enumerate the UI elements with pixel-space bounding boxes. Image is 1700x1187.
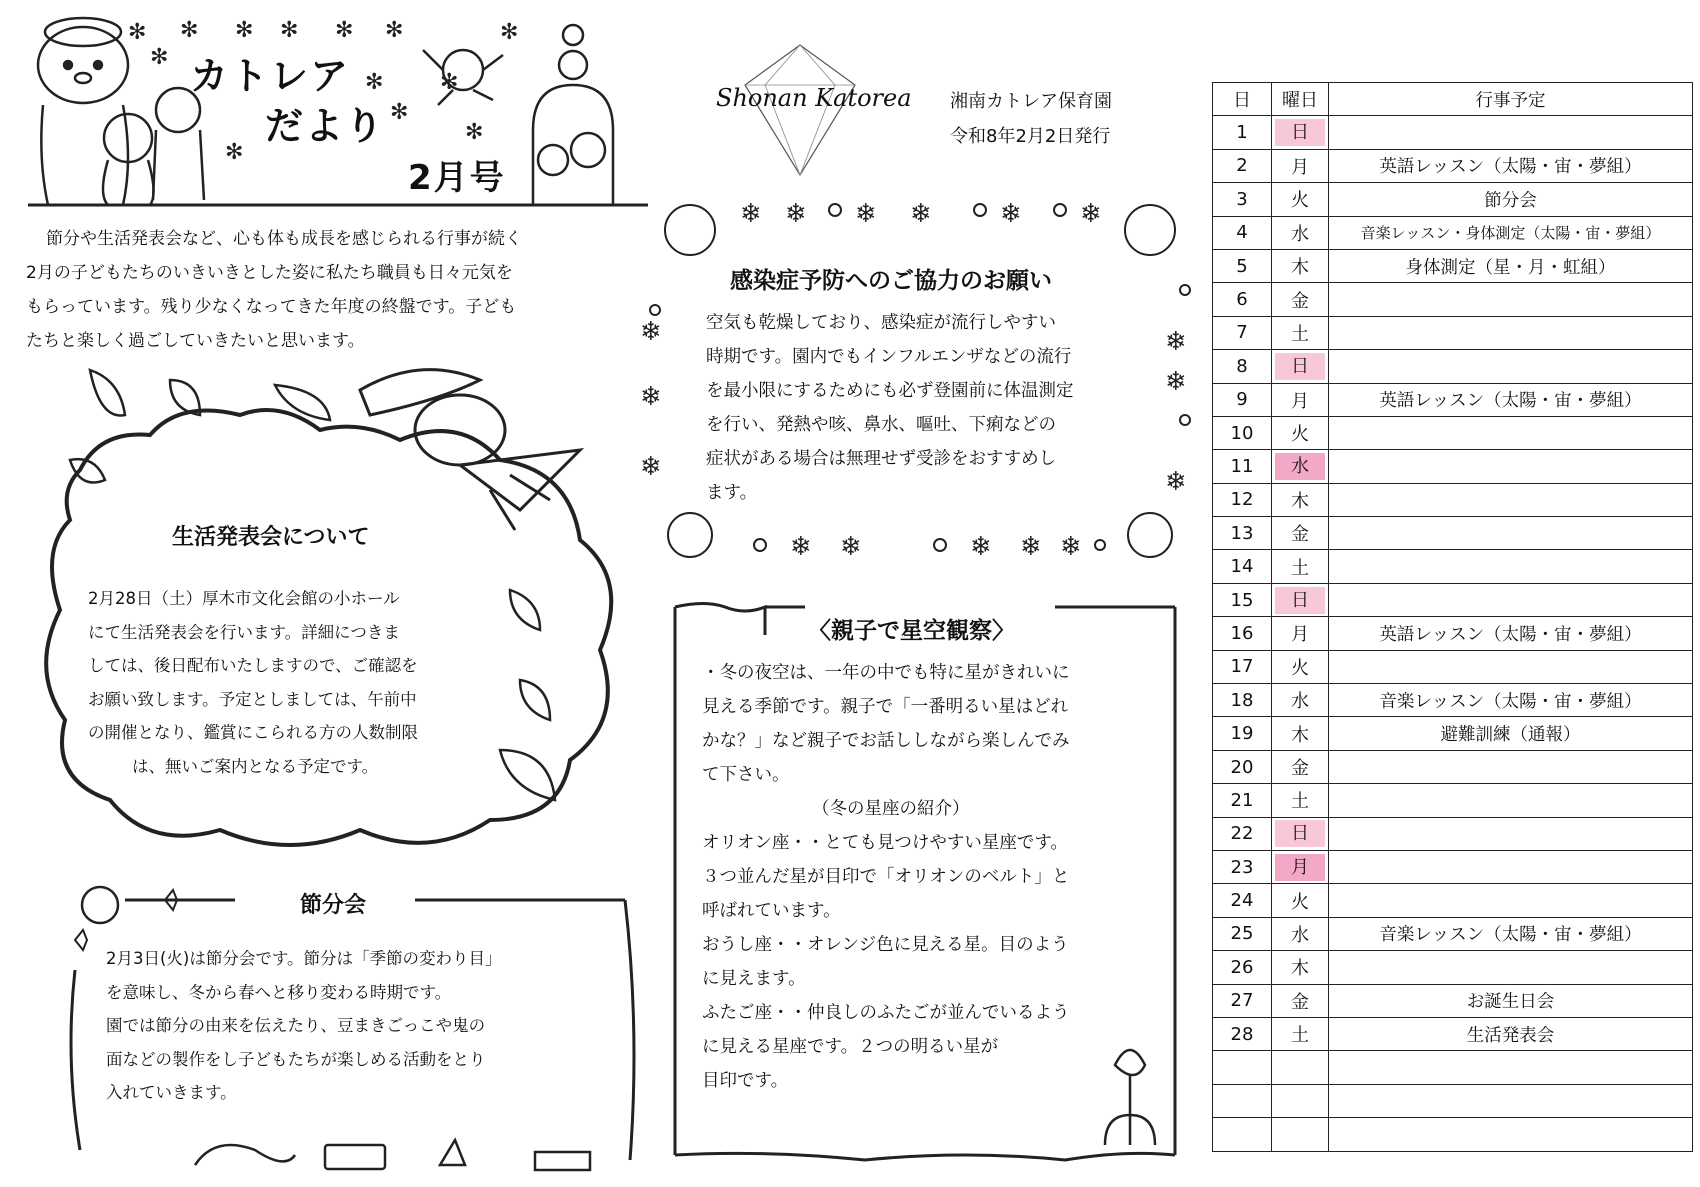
- intro-line: 2月の子どもたちのいきいきとした姿に私たち職員も日々元気を: [26, 263, 513, 283]
- svg-text:❄: ❄: [970, 532, 992, 562]
- stars-line: ふたご座・・仲良しのふたごが並んでいるよう: [702, 1003, 1070, 1023]
- newsletter-title-line1: カトレア: [190, 54, 351, 98]
- svg-text:❄: ❄: [1165, 367, 1187, 397]
- calendar-row: [1213, 1051, 1693, 1084]
- header-weekday: 曜日: [1272, 83, 1329, 116]
- snowflake-icon: ✻: [365, 70, 384, 95]
- presentation-line: お願い致します。予定としましては、午前中: [88, 689, 417, 709]
- calendar-row: [1213, 350, 1693, 383]
- calendar-weekday: [1272, 784, 1329, 817]
- calendar-day: 19: [1213, 717, 1272, 750]
- calendar-day: 4: [1213, 216, 1272, 249]
- weekday-label: 木: [1291, 724, 1309, 746]
- presentation-line: にて生活発表会を行います。詳細につきま: [88, 622, 400, 642]
- setsubun-body: [106, 942, 606, 1110]
- snowflake-icon: ✻: [440, 70, 459, 95]
- svg-text:❄: ❄: [1080, 199, 1102, 229]
- weekday-label: 水: [1291, 924, 1309, 946]
- weekday-label: 水: [1291, 223, 1309, 245]
- calendar-event: [1329, 884, 1693, 917]
- calendar-row: [1213, 984, 1693, 1017]
- stars-line: オリオン座・・とても見つけやすい星座です。: [702, 833, 1068, 853]
- calendar-weekday: [1272, 617, 1329, 650]
- svg-text:❄: ❄: [855, 199, 877, 229]
- calendar-event: [1329, 1118, 1693, 1151]
- setsubun-line: を意味し、冬から春へと移り変わる時期です。: [106, 982, 452, 1002]
- weekday-label: 日: [1275, 353, 1325, 380]
- header-event: 行事予定: [1329, 83, 1693, 116]
- infection-line: を行い、発熱や咳、鼻水、嘔吐、下痢などの: [706, 415, 1056, 435]
- calendar-event: [1329, 1051, 1693, 1084]
- stars-line: おうし座・・オレンジ色に見える星。目のよう: [702, 935, 1069, 955]
- calendar-weekday: [1272, 383, 1329, 416]
- weekday-label: 火: [1291, 424, 1309, 446]
- weekday-label: 金: [1291, 524, 1309, 546]
- calendar-row: [1213, 884, 1693, 917]
- calendar-day: 2: [1213, 149, 1272, 182]
- weekday-label: 月: [1291, 156, 1309, 178]
- calendar-day: 14: [1213, 550, 1272, 583]
- calendar-weekday: [1272, 483, 1329, 516]
- calendar-event: [1329, 517, 1693, 550]
- intro-paragraph: [26, 222, 626, 358]
- calendar-row: [1213, 951, 1693, 984]
- infection-heading: 感染症予防へのご協力のお願い: [730, 268, 1052, 294]
- calendar-weekday: [1272, 416, 1329, 449]
- calendar-weekday: [1272, 717, 1329, 750]
- calendar-row: [1213, 617, 1693, 650]
- svg-text:❄: ❄: [640, 382, 662, 412]
- calendar-weekday: [1272, 917, 1329, 950]
- svg-text:❄: ❄: [1165, 467, 1187, 497]
- calendar-row: [1213, 316, 1693, 349]
- calendar-weekday: [1272, 684, 1329, 717]
- calendar-event: 英語レッスン（太陽・宙・夢組）: [1329, 149, 1693, 182]
- calendar-row: [1213, 216, 1693, 249]
- calendar-weekday: [1272, 550, 1329, 583]
- snowflake-icon: ✻: [500, 20, 519, 45]
- calendar-day: [1213, 1084, 1272, 1117]
- calendar-weekday: [1272, 984, 1329, 1017]
- calendar-day: 16: [1213, 617, 1272, 650]
- calendar-weekday: [1272, 650, 1329, 683]
- calendar-day: 18: [1213, 684, 1272, 717]
- calendar-row: [1213, 249, 1693, 282]
- intro-line: 節分や生活発表会など、心も体も成長を感じられる行事が続く: [46, 229, 522, 249]
- calendar-day: 24: [1213, 884, 1272, 917]
- stars-line: に見える星座です。２つの明るい星が: [702, 1037, 999, 1057]
- girl-illustration: [360, 370, 580, 530]
- calendar-day: 22: [1213, 817, 1272, 850]
- snowflake-icon: ✻: [335, 18, 354, 43]
- calendar-weekday: [1272, 850, 1329, 883]
- calendar-event: [1329, 550, 1693, 583]
- stars-line: （冬の星座の紹介）: [812, 799, 970, 819]
- weekday-label: 金: [1291, 991, 1309, 1013]
- calendar-day: 7: [1213, 316, 1272, 349]
- svg-text:❄: ❄: [740, 199, 762, 229]
- calendar-row: [1213, 550, 1693, 583]
- infection-line: を最小限にするためにも必ず登園前に体温測定: [706, 381, 1074, 401]
- calendar-event: 音楽レッスン（太陽・宙・夢組）: [1329, 917, 1693, 950]
- calendar-day: [1213, 1051, 1272, 1084]
- weekday-label: 日: [1275, 820, 1325, 847]
- calendar-event: お誕生日会: [1329, 984, 1693, 1017]
- calendar-row: [1213, 684, 1693, 717]
- calendar-event: [1329, 350, 1693, 383]
- calendar-weekday: [1272, 283, 1329, 316]
- calendar-event: [1329, 283, 1693, 316]
- calendar-event: [1329, 583, 1693, 616]
- calendar-day: 5: [1213, 249, 1272, 282]
- weekday-label: 木: [1291, 490, 1309, 512]
- calendar-weekday: [1272, 1051, 1329, 1084]
- calendar-event: 避難訓練（通報）: [1329, 717, 1693, 750]
- calendar-weekday: [1272, 1084, 1329, 1117]
- calendar-day: 12: [1213, 483, 1272, 516]
- calendar-event: 身体測定（星・月・虹組）: [1329, 249, 1693, 282]
- stars-line: かな？」など親子でお話ししながら楽しんでみ: [702, 731, 1070, 751]
- calendar-weekday: [1272, 951, 1329, 984]
- weekday-label: 水: [1275, 453, 1325, 480]
- svg-text:❄: ❄: [640, 317, 662, 347]
- calendar-weekday: [1272, 583, 1329, 616]
- calendar-weekday: [1272, 216, 1329, 249]
- calendar-event: [1329, 951, 1693, 984]
- calendar-row: [1213, 650, 1693, 683]
- weekday-label: 金: [1291, 290, 1309, 312]
- snowflake-icon: ✻: [465, 120, 484, 145]
- calendar-day: 26: [1213, 951, 1272, 984]
- calendar-row: [1213, 1118, 1693, 1151]
- svg-text:❄: ❄: [1165, 327, 1187, 357]
- stars-body: [702, 656, 1152, 1098]
- calendar-day: 6: [1213, 283, 1272, 316]
- calendar-row: [1213, 116, 1693, 149]
- calendar-weekday: [1272, 116, 1329, 149]
- svg-text:❄: ❄: [640, 452, 662, 482]
- calendar-row: [1213, 784, 1693, 817]
- calendar-row: [1213, 750, 1693, 783]
- setsubun-items-illustration: [195, 1140, 590, 1170]
- weekday-label: 土: [1291, 791, 1309, 813]
- school-name: 湘南カトレア保育園: [950, 91, 1112, 112]
- newsletter-title-line2: だより: [265, 104, 386, 148]
- stars-line: 見える季節です。親子で「一番明るい星はどれ: [702, 697, 1069, 717]
- infection-line: 症状がある場合は無理せず受診をおすすめし: [706, 449, 1057, 469]
- weekday-label: 火: [1291, 891, 1309, 913]
- bear-illustration: [38, 18, 128, 205]
- weekday-label: 日: [1275, 119, 1325, 146]
- snowflake-icon: ✻: [235, 18, 254, 43]
- infection-line: ます。: [706, 483, 758, 503]
- issue-date: 令和8年2月2日発行: [950, 126, 1111, 147]
- weekday-label: 月: [1291, 624, 1309, 646]
- stars-line: ・冬の夜空は、一年の中でも特に星がきれいに: [702, 663, 1070, 683]
- calendar-row: [1213, 483, 1693, 516]
- weekday-label: 火: [1291, 657, 1309, 679]
- weekday-label: 土: [1291, 323, 1309, 345]
- calendar-event: [1329, 750, 1693, 783]
- presentation-line: しては、後日配布いたしますので、ご確認を: [88, 656, 418, 675]
- calendar-weekday: [1272, 350, 1329, 383]
- calendar-row: [1213, 149, 1693, 182]
- calendar-event: 生活発表会: [1329, 1017, 1693, 1050]
- calendar-event: [1329, 1084, 1693, 1117]
- calendar-row: [1213, 1017, 1693, 1050]
- calendar-row: [1213, 583, 1693, 616]
- calendar-day: 23: [1213, 850, 1272, 883]
- weekday-label: 土: [1291, 1025, 1309, 1047]
- calendar-row: [1213, 383, 1693, 416]
- calendar-day: 27: [1213, 984, 1272, 1017]
- calendar-header-row: [1213, 83, 1693, 116]
- calendar-event: 音楽レッスン・身体測定（太陽・宙・夢組）: [1329, 216, 1693, 249]
- presentation-line: は、無いご案内となる予定です。: [132, 756, 379, 776]
- svg-text:❄: ❄: [1000, 199, 1022, 229]
- calendar-event: [1329, 850, 1693, 883]
- calendar-row: [1213, 450, 1693, 483]
- calendar-day: 21: [1213, 784, 1272, 817]
- calendar-event: [1329, 650, 1693, 683]
- svg-text:❄: ❄: [785, 199, 807, 229]
- jumping-kid-illustration: [423, 50, 503, 105]
- stars-line: 目印です。: [702, 1071, 789, 1091]
- calendar-day: 13: [1213, 517, 1272, 550]
- calendar-row: [1213, 917, 1693, 950]
- svg-text:❄: ❄: [790, 532, 812, 562]
- infection-line: 時期です。園内でもインフルエンザなどの流行: [706, 347, 1072, 367]
- calendar-row: [1213, 183, 1693, 216]
- header-day: 日: [1213, 83, 1272, 116]
- calendar-day: 20: [1213, 750, 1272, 783]
- calendar-day: 3: [1213, 183, 1272, 216]
- calendar-weekday: [1272, 249, 1329, 282]
- svg-text:❄: ❄: [910, 199, 932, 229]
- calendar-event: 音楽レッスン（太陽・宙・夢組）: [1329, 684, 1693, 717]
- weekday-label: 金: [1291, 758, 1309, 779]
- snowflake-icon: ✻: [180, 18, 199, 43]
- setsubun-line: 面などの製作をし子どもたちが楽しめる活動をとり: [106, 1049, 486, 1069]
- calendar-day: 8: [1213, 350, 1272, 383]
- presentation-body: [88, 582, 528, 783]
- calendar-day: 17: [1213, 650, 1272, 683]
- calendar-weekday: [1272, 183, 1329, 216]
- snowflake-icon: ✻: [390, 100, 409, 125]
- snowflake-icon: ✻: [128, 20, 147, 45]
- calendar-weekday: [1272, 884, 1329, 917]
- calendar-event: [1329, 784, 1693, 817]
- calendar-event: [1329, 316, 1693, 349]
- calendar-event: 英語レッスン（太陽・宙・夢組）: [1329, 617, 1693, 650]
- snowflake-icon: ✻: [280, 18, 299, 43]
- svg-text:❄: ❄: [840, 532, 862, 562]
- stars-line: て下さい。: [702, 765, 790, 785]
- setsubun-line: 園では節分の由来を伝えたり、豆まきごっこや鬼の: [106, 1016, 486, 1035]
- calendar-event: [1329, 817, 1693, 850]
- calendar-event: [1329, 483, 1693, 516]
- smiley-illustration: [82, 887, 118, 923]
- stars-line: に見えます。: [702, 969, 806, 989]
- setsubun-line: 2月3日(火)は節分会です。節分は「季節の変わり目」: [106, 949, 502, 968]
- calendar-row: [1213, 717, 1693, 750]
- calendar-weekday: [1272, 1118, 1329, 1151]
- weekday-label: 木: [1291, 958, 1309, 980]
- weekday-label: 日: [1275, 587, 1325, 614]
- snowflake-icon: ✻: [225, 140, 244, 165]
- infection-line: 空気も乾燥しており、感染症が流行しやすい: [706, 313, 1056, 333]
- event-calendar: [1212, 82, 1693, 1152]
- calendar-day: 10: [1213, 416, 1272, 449]
- calendar-weekday: [1272, 1017, 1329, 1050]
- svg-text:❄: ❄: [1020, 532, 1042, 562]
- weekday-label: 月: [1275, 854, 1325, 881]
- calendar-weekday: [1272, 149, 1329, 182]
- calendar-day: 15: [1213, 583, 1272, 616]
- snowflake-icon: ✻: [385, 18, 404, 43]
- calendar-row: [1213, 283, 1693, 316]
- calendar-day: 28: [1213, 1017, 1272, 1050]
- calendar-weekday: [1272, 750, 1329, 783]
- infection-body: [706, 306, 1146, 510]
- calendar-event: 節分会: [1329, 183, 1693, 216]
- logo-text: Shonan Katorea: [716, 84, 912, 112]
- child-illustration: [103, 88, 204, 205]
- calendar-event: 英語レッスン（太陽・宙・夢組）: [1329, 383, 1693, 416]
- intro-line: たちと楽しく過ごしていきたいと思います。: [26, 331, 365, 351]
- presentation-line: の開催となり、鑑賞にこられる方の人数制限: [88, 723, 418, 742]
- presentation-line: 2月28日（土）厚木市文化会館の小ホール: [88, 589, 400, 608]
- svg-text:❄: ❄: [1060, 532, 1082, 562]
- calendar-event: [1329, 416, 1693, 449]
- calendar-row: [1213, 850, 1693, 883]
- calendar-day: 25: [1213, 917, 1272, 950]
- weekday-label: 木: [1291, 257, 1309, 279]
- weekday-label: 水: [1291, 691, 1309, 713]
- calendar-row: [1213, 817, 1693, 850]
- weekday-label: 火: [1291, 190, 1309, 212]
- calendar-day: 9: [1213, 383, 1272, 416]
- stars-line: ３つ並んだ星が目印で「オリオンのベルト」と: [702, 867, 1070, 887]
- issue-label: 2月号: [408, 158, 506, 198]
- setsubun-line: 入れていきます。: [106, 1083, 237, 1102]
- intro-line: もらっています。残り少なくなってきた年度の終盤です。子ども: [26, 297, 517, 317]
- weekday-label: 月: [1291, 390, 1309, 412]
- stars-heading: 〈親子で星空観察〉: [808, 618, 1015, 644]
- calendar-weekday: [1272, 316, 1329, 349]
- snowflake-icon: ✻: [150, 45, 169, 70]
- calendar-day: [1213, 1118, 1272, 1151]
- calendar-event: [1329, 116, 1693, 149]
- weekday-label: 土: [1291, 557, 1309, 579]
- stars-line: 呼ばれています。: [702, 901, 841, 921]
- calendar-weekday: [1272, 517, 1329, 550]
- presentation-heading: 生活発表会について: [172, 525, 370, 550]
- snowman-window-illustration: [533, 25, 613, 205]
- calendar-weekday: [1272, 450, 1329, 483]
- calendar-weekday: [1272, 817, 1329, 850]
- calendar-row: [1213, 1084, 1693, 1117]
- calendar-row: [1213, 517, 1693, 550]
- calendar-event: [1329, 450, 1693, 483]
- calendar-day: 11: [1213, 450, 1272, 483]
- calendar-day: 1: [1213, 116, 1272, 149]
- calendar-row: [1213, 416, 1693, 449]
- setsubun-heading: 節分会: [300, 893, 367, 918]
